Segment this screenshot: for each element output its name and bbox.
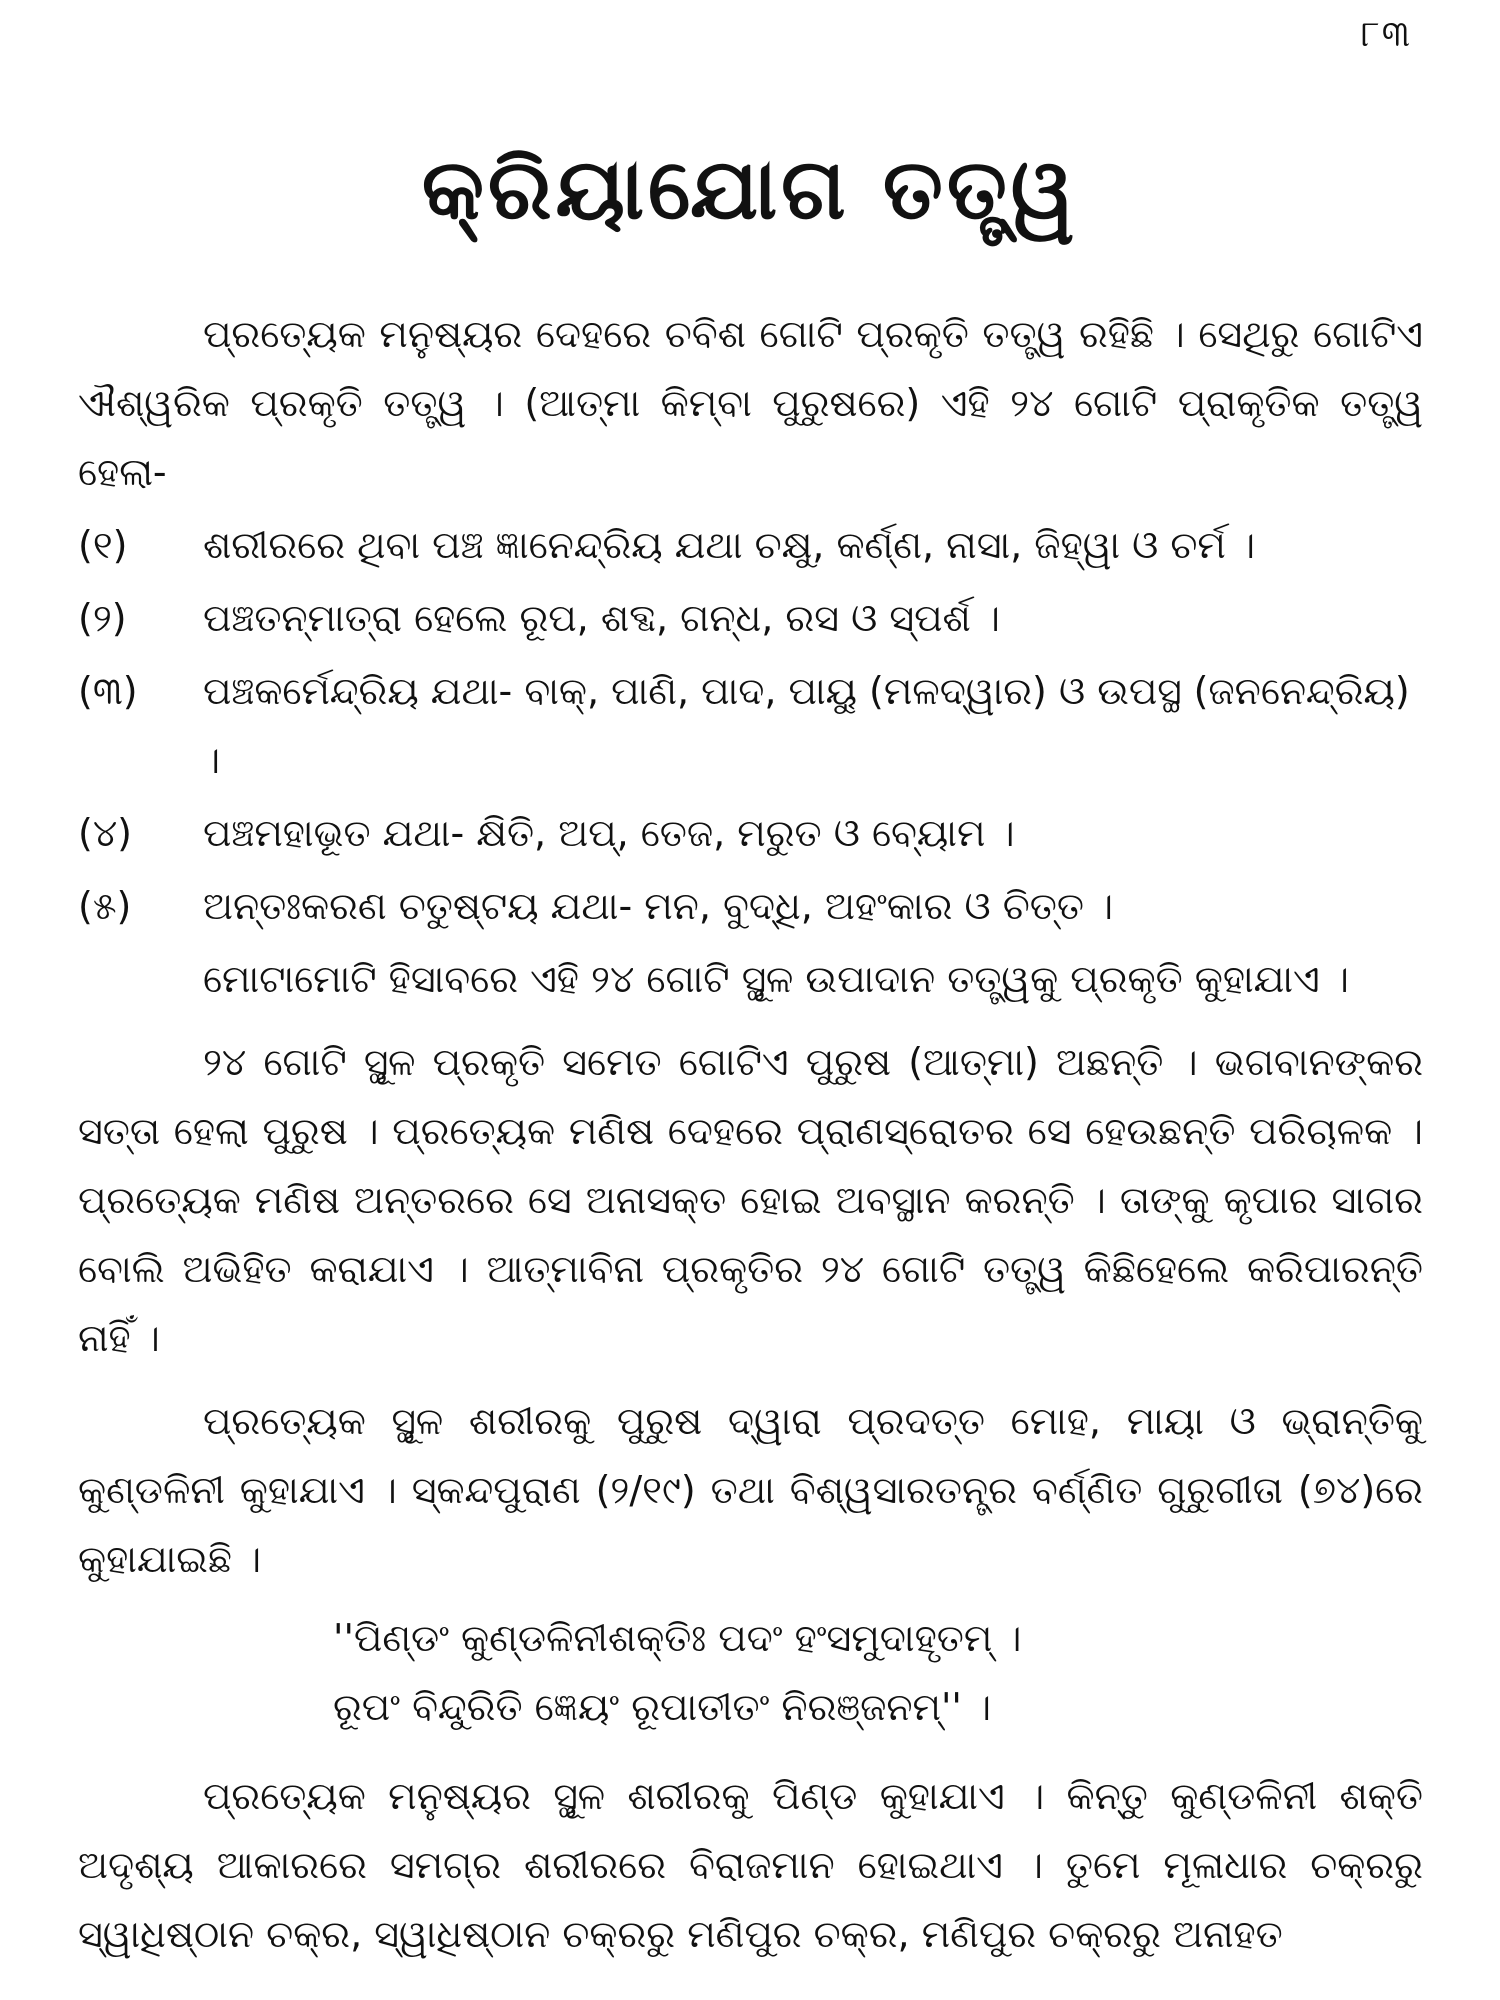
paragraph-prakriti: ମୋଟାମୋଟି ହିସାବରେ ଏହି ୨୪ ଗୋଟି ସ୍ଥୂଳ ଉପାଦାନ ତତ୍ତ୍ୱକୁ ପ୍ରକୃତି କୁହାଯାଏ । [203,957,1349,1001]
list-item [78,584,1423,653]
list-item [78,657,1423,795]
list-item-number: (୩) [78,669,138,713]
paragraph-gap [78,1014,1423,1028]
list-item-text: ଅନ୍ତଃକରଣ ଚତୁଷ୍ଟୟ ଯଥା- ମନ, ବୁଦ୍ଧି, ଅହଂକାର ଓ ଚିତ୍ତ । [203,884,1114,928]
list-item-text: ପଞ୍ଚତନ୍ମାତ୍ରା ହେଲେ ରୂପ, ଶବ୍ଦ, ଗନ୍ଧ, ରସ ଓ ସ୍ପର୍ଶ । [203,596,1000,640]
list-item-number: (୧) [78,523,128,567]
tattva-list [78,511,1423,941]
page-body [78,300,1423,1969]
sanskrit-verse [78,1604,1423,1742]
list-item-text: ପଞ୍ଚମହାଭୂତ ଯଥା- କ୍ଷିତି, ଅପ୍, ତେଜ, ମରୁତ ଓ ବ୍ୟୋମ । [203,811,1015,855]
verse-line: ''ପିଣ୍ଡଂ କୁଣ୍ଡଳିନୀଶକ୍ତିଃ ପଦଂ ହଂସମୁଦାହୃତମ୍ । [333,1616,1022,1660]
paragraph-pinda: ପ୍ରତ୍ୟେକ ମନୁଷ୍ୟର ସ୍ଥୂଳ ଶରୀରକୁ ପିଣ୍ଡ କୁହାଯାଏ । କିନ୍ତୁ କୁଣ୍ଡଳିନୀ ଶକ୍ତି ଅଦୃଶ୍ୟ ଆକାରରେ ସମଗ୍ର ଶରୀରରେ ବିରାଜମାନ ହୋଇଥାଏ । ତୁମେ ମୂଳାଧାର ଚକ୍ରରୁ ସ୍ୱାଧିଷ୍ଠାନ ଚକ୍ର, ସ୍ୱାଧିଷ୍ଠାନ ଚକ୍ରରୁ ମଣିପୁର ଚକ୍ର, ମଣିପୁର ଚକ୍ରରୁ ଅନାହତ [78,1774,1423,1956]
list-item-number: (୨) [78,596,127,640]
chapter-title: କ୍ରିୟାଯୋଗ ତତ୍ତ୍ୱ [421,140,1079,238]
list-item [78,799,1423,868]
list-item-number: (୪) [78,811,133,855]
paragraph-purusha: ୨୪ ଗୋଟି ସ୍ଥୂଳ ପ୍ରକୃତି ସମେତ ଗୋଟିଏ ପୁରୁଷ (ଆତ୍ମା) ଅଛନ୍ତି । ଭଗବାନଙ୍କର ସତ୍ତା ହେଲା ପୁରୁଷ । ପ୍ରତ୍ୟେକ ମଣିଷ ଦେହରେ ପ୍ରାଣସ୍ରୋତର ସେ ହେଉଛନ୍ତି ପରିଚାଳକ । ପ୍ରତ୍ୟେକ ମଣିଷ ଅନ୍ତରରେ ସେ ଅନାସକ୍ତ ହୋଇ ଅବସ୍ଥାନ କରନ୍ତି । ତାଙ୍କୁ କୃପାର ସାଗର ବୋଲି ଅଭିହିତ କରାଯାଏ । ଆତ୍ମାବିନା ପ୍ରକୃତିର ୨୪ ଗୋଟି ତତ୍ତ୍ୱ କିଛିହେଲେ କରିପାରନ୍ତି ନାହିଁ । [78,1040,1423,1360]
list-item [78,872,1423,941]
page-number: ୮୩ [1360,14,1412,55]
list-item [78,511,1423,580]
verse-line: ରୂପଂ ବିନ୍ଦୁରିତି ଜ୍ଞେୟଂ ରୂପାତୀତଂ ନିରଞ୍ଜନମ୍'' । [333,1685,992,1729]
list-item-text: ପଞ୍ଚକର୍ମେନ୍ଦ୍ରିୟ ଯଥା- ବାକ୍, ପାଣି, ପାଦ, ପାୟୁ (ମଳଦ୍ୱାର) ଓ ଉପସ୍ଥ (ଜନନେନ୍ଦ୍ରିୟ) । [203,669,1410,782]
intro-paragraph: ପ୍ରତ୍ୟେକ ମନୁଷ୍ୟର ଦେହରେ ଚବିଶ ଗୋଟି ପ୍ରକୃତି ତତ୍ତ୍ୱ ରହିଛି । ସେଥିରୁ ଗୋଟିଏ ଐଶ୍ୱରିକ ପ୍ରକୃତି ତତ୍ତ୍ୱ । (ଆତ୍ମା କିମ୍ବା ପୁରୁଷରେ) ଏହି ୨୪ ଗୋଟି ପ୍ରାକୃତିକ ତତ୍ତ୍ୱ ହେଲା- [78,312,1423,494]
paragraph-gap [78,1373,1423,1387]
list-item-number: (୫) [78,884,132,928]
list-item-text: ଶରୀରରେ ଥିବା ପଞ୍ଚ ଜ୍ଞାନେନ୍ଦ୍ରିୟ ଯଥା ଚକ୍ଷୁ, କର୍ଣ୍ଣ, ନାସା, ଜିହ୍ୱା ଓ ଚର୍ମ । [203,523,1256,567]
paragraph-kundalini: ପ୍ରତ୍ୟେକ ସ୍ଥୂଳ ଶରୀରକୁ ପୁରୁଷ ଦ୍ୱାରା ପ୍ରଦତ୍ତ ମୋହ, ମାୟା ଓ ଭ୍ରାନ୍ତିକୁ କୁଣ୍ଡଳିନୀ କୁହାଯାଏ । ସ୍କନ୍ଦପୁରାଣ (୨/୧୯) ତଥା ବିଶ୍ୱସାରତନ୍ତ୍ର ବର୍ଣ୍ଣିତ ଗୁରୁଗୀତା (୭୪)ରେ କୁହାଯାଇଛି । [78,1399,1423,1581]
